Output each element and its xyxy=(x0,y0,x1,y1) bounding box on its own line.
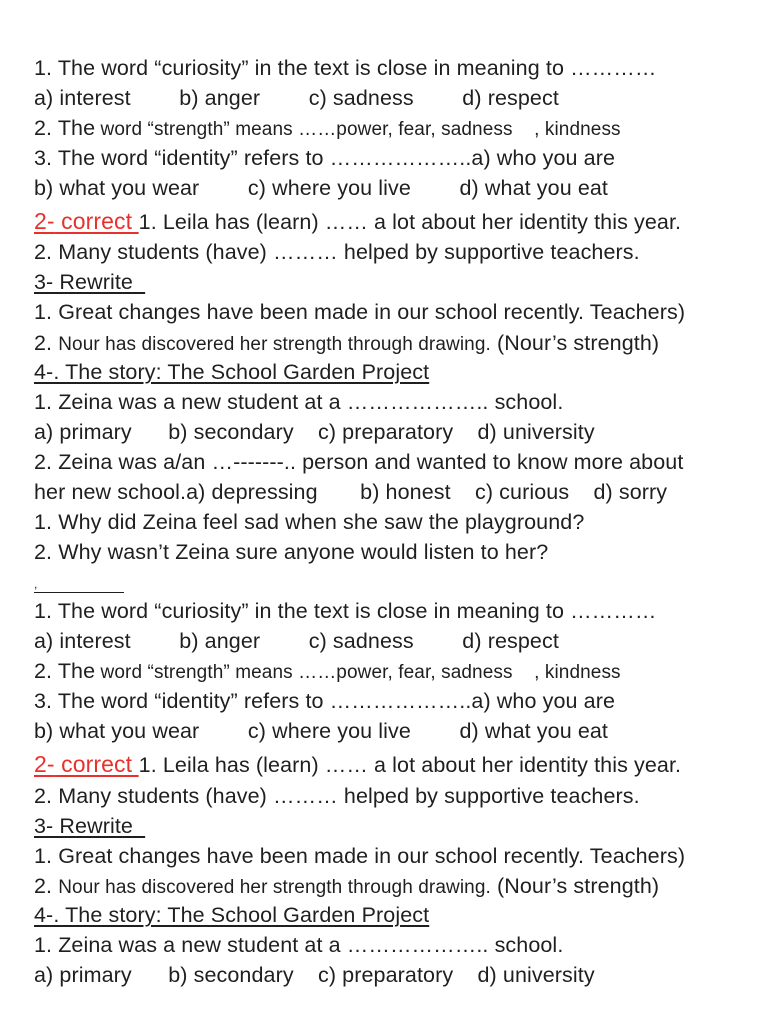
rewrite-item-1: 1. Great changes have been made in our school recently. Teachers) xyxy=(34,300,686,324)
story-open-question-2: 2. Why wasn’t Zeina sure anyone would listen to her? xyxy=(34,540,549,564)
question-strength-num: 2. The xyxy=(34,116,96,140)
rewrite-item-2: 2. Nour has discovered her strength through drawing. (Nour’s strength) xyxy=(34,874,660,898)
section-label-correct: correct xyxy=(54,208,139,234)
question-curiosity: 1. The word “curiosity” in the text is close in meaning to ………… xyxy=(34,599,657,623)
correct-item-2: 2. Many students (have) ……… helped by supportive teachers. xyxy=(34,784,640,808)
section-number: 2- xyxy=(34,208,55,234)
question-strength-text: word “strength” means ……power, fear, sadness , kindness xyxy=(95,119,621,140)
story-question-2: 2. Zeina was a/an …-------.. person and wanted to know more about xyxy=(34,450,684,474)
section-heading-story: 4-. The story: The School Garden Project xyxy=(34,360,430,384)
section-heading-rewrite: 3- Rewrite xyxy=(34,270,146,294)
story-options-1: a) primary b) secondary c) preparatory d) university xyxy=(34,420,595,444)
story-options-2: her new school.a) depressing b) honest c) curious d) sorry xyxy=(34,480,668,504)
section-heading-rewrite: 3- Rewrite xyxy=(34,814,146,838)
options-curiosity: a) interest b) anger c) sadness d) respect xyxy=(34,86,559,110)
section-number: 2- xyxy=(34,751,55,777)
question-curiosity: 1. The word “curiosity” in the text is close in meaning to ………… xyxy=(34,56,657,80)
rewrite-item-2: 2. Nour has discovered her strength through drawing. (Nour’s strength) xyxy=(34,331,660,355)
question-strength-text: word “strength” means ……power, fear, sadness , kindness xyxy=(95,662,621,683)
question-identity: 3. The word “identity” refers to ………………..a) who you are xyxy=(34,146,616,170)
question-strength-num: 2. The xyxy=(34,659,96,683)
separator-line: , xyxy=(34,578,124,593)
section-label-correct: correct xyxy=(54,751,139,777)
section-heading-story: 4-. The story: The School Garden Project xyxy=(34,903,430,927)
correct-item-1: 1. Leila has (learn) …… a lot about her identity this year. xyxy=(138,210,682,234)
correct-section xyxy=(34,750,681,779)
story-question-1: 1. Zeina was a new student at a ……………….. school. xyxy=(34,390,564,414)
correct-item-2: 2. Many students (have) ……… helped by supportive teachers. xyxy=(34,240,640,264)
options-curiosity: a) interest b) anger c) sadness d) respect xyxy=(34,629,559,653)
options-identity: b) what you wear c) where you live d) what you eat xyxy=(34,176,609,200)
story-question-1: 1. Zeina was a new student at a ……………….. school. xyxy=(34,933,564,957)
story-open-question-1: 1. Why did Zeina feel sad when she saw the playground? xyxy=(34,510,585,534)
question-strength xyxy=(34,114,621,144)
story-options-1: a) primary b) secondary c) preparatory d) university xyxy=(34,963,595,987)
question-identity: 3. The word “identity” refers to ………………..a) who you are xyxy=(34,689,616,713)
correct-item-1: 1. Leila has (learn) …… a lot about her identity this year. xyxy=(138,753,682,777)
rewrite-item-1: 1. Great changes have been made in our school recently. Teachers) xyxy=(34,844,686,868)
question-strength xyxy=(34,657,621,687)
options-identity: b) what you wear c) where you live d) what you eat xyxy=(34,719,609,743)
correct-section xyxy=(34,207,681,236)
